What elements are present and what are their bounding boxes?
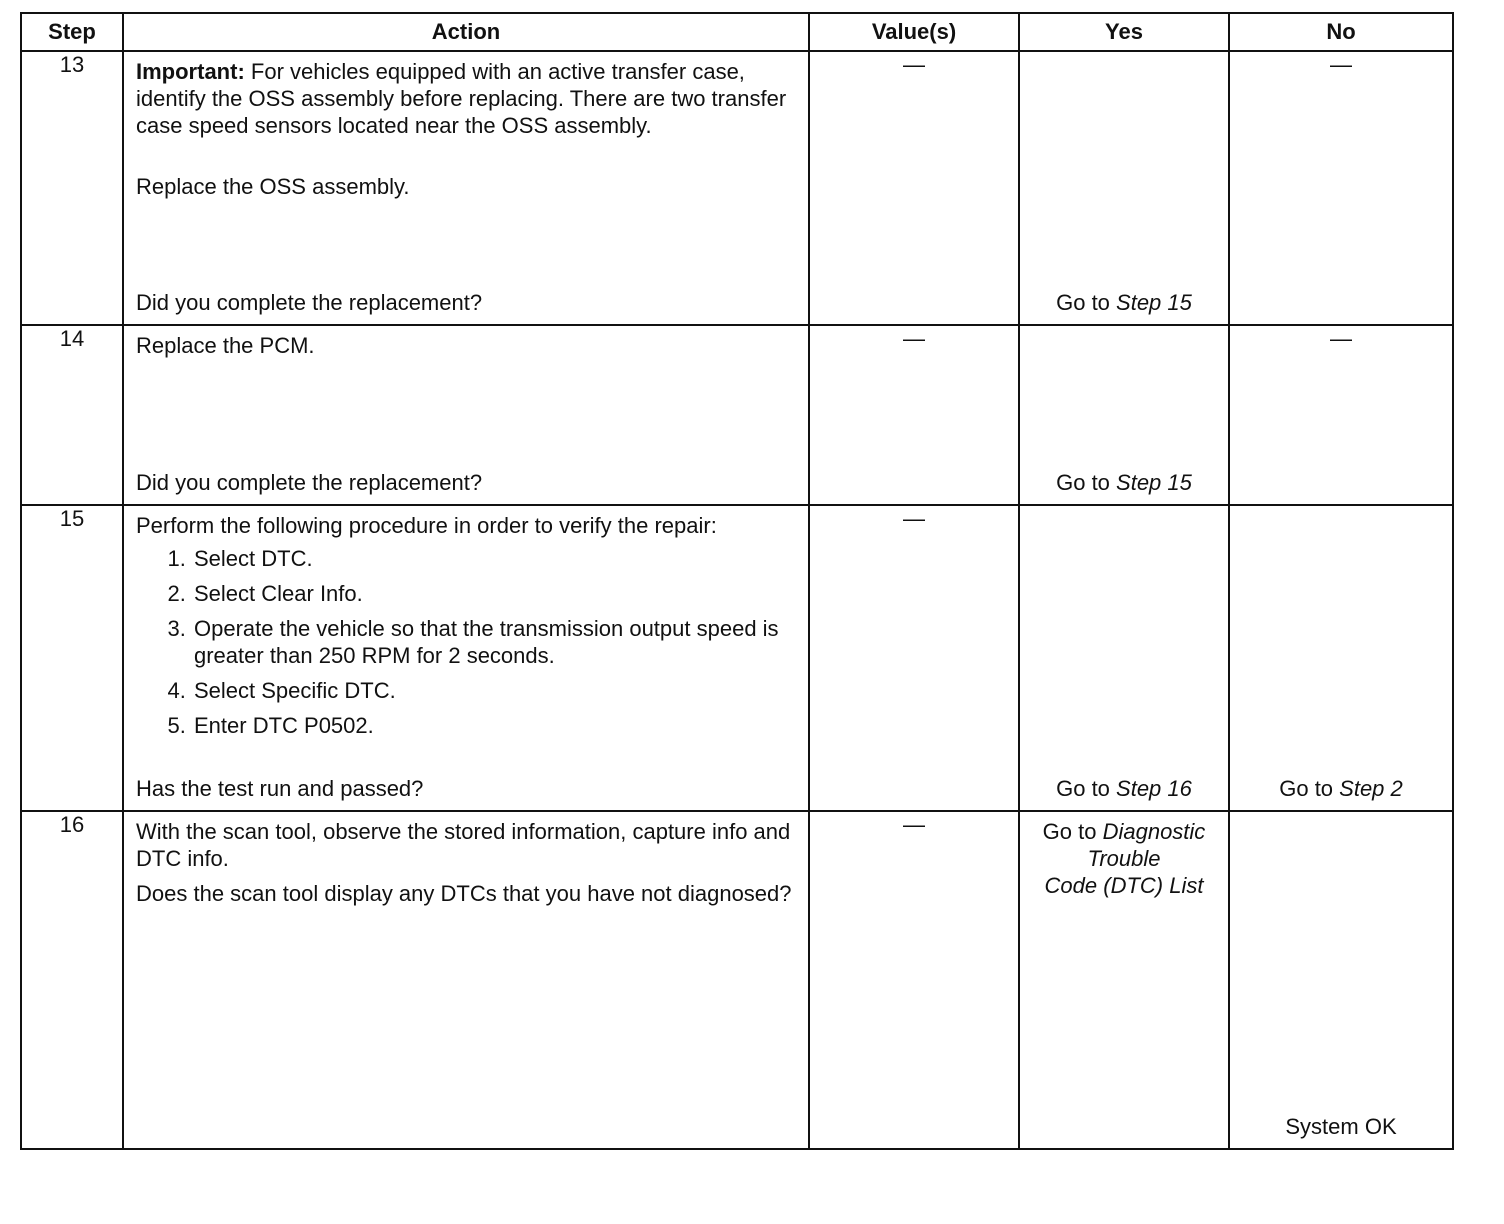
yes-cell bbox=[1019, 811, 1229, 1149]
step-number: 16 bbox=[21, 811, 123, 1149]
no-cell: — bbox=[1229, 325, 1453, 505]
step-number: 14 bbox=[21, 325, 123, 505]
important-note bbox=[136, 58, 798, 139]
list-item: 3. Operate the vehicle so that the transmission output speed is greater than 250 RPM for 2 seconds. bbox=[192, 615, 798, 669]
table-row-step-15 bbox=[21, 505, 1453, 811]
important-label: Important: bbox=[136, 59, 245, 84]
list-item: 1. Select DTC. bbox=[192, 545, 798, 572]
no-result: System OK bbox=[1285, 1114, 1397, 1139]
diagnostic-table bbox=[20, 12, 1454, 1150]
value-cell: — bbox=[809, 505, 1019, 811]
goto-prefix: Go to bbox=[1056, 290, 1117, 315]
header-step: Step bbox=[21, 13, 123, 51]
goto-link[interactable]: Step 15 bbox=[1116, 470, 1192, 495]
goto-link[interactable]: Code (DTC) List bbox=[1044, 873, 1204, 898]
table-row-step-13 bbox=[21, 51, 1453, 325]
yes-cell bbox=[1019, 51, 1229, 325]
yes-cell bbox=[1019, 505, 1229, 811]
goto-link[interactable]: Step 15 bbox=[1116, 290, 1192, 315]
action-instruction: Replace the PCM. bbox=[136, 333, 315, 358]
list-item: 5. Enter DTC P0502. bbox=[192, 712, 798, 739]
yes-goto[interactable] bbox=[1020, 289, 1228, 316]
no-cell: — bbox=[1229, 51, 1453, 325]
table-row-step-16 bbox=[21, 811, 1453, 1149]
goto-link[interactable]: Trouble bbox=[1087, 846, 1161, 871]
action-instruction: Replace the OSS assembly. bbox=[136, 174, 410, 199]
header-action: Action bbox=[123, 13, 809, 51]
goto-link[interactable]: Step 16 bbox=[1116, 776, 1192, 801]
header-yes: Yes bbox=[1019, 13, 1229, 51]
header-no: No bbox=[1229, 13, 1453, 51]
goto-link[interactable]: Diagnostic bbox=[1102, 819, 1206, 844]
action-cell bbox=[123, 505, 809, 811]
yes-goto[interactable] bbox=[1020, 812, 1228, 899]
value-cell: — bbox=[809, 325, 1019, 505]
header-values: Value(s) bbox=[809, 13, 1019, 51]
action-cell bbox=[123, 325, 809, 505]
table-row-step-14 bbox=[21, 325, 1453, 505]
action-question: Did you complete the replacement? bbox=[136, 290, 483, 315]
action-instruction: With the scan tool, observe the stored information, capture info and DTC info. bbox=[136, 819, 791, 871]
step-number: 15 bbox=[21, 505, 123, 811]
action-cell bbox=[123, 51, 809, 325]
no-cell bbox=[1229, 811, 1453, 1149]
value-cell: — bbox=[809, 51, 1019, 325]
procedure-list bbox=[136, 545, 798, 739]
goto-prefix: Go to bbox=[1279, 776, 1340, 801]
yes-goto[interactable] bbox=[1020, 469, 1228, 496]
yes-cell bbox=[1019, 325, 1229, 505]
value-cell: — bbox=[809, 811, 1019, 1149]
list-item: 4. Select Specific DTC. bbox=[192, 677, 798, 704]
goto-prefix: Go to bbox=[1056, 470, 1117, 495]
header-row bbox=[21, 13, 1453, 51]
goto-link[interactable]: Step 2 bbox=[1339, 776, 1403, 801]
goto-prefix: Go to bbox=[1056, 776, 1117, 801]
action-question: Does the scan tool display any DTCs that you have not diagnosed? bbox=[136, 881, 792, 906]
list-item: 2. Select Clear Info. bbox=[192, 580, 798, 607]
important-text: For vehicles equipped with an active transfer case, identify the OSS assembly before replacing. There are two transfer case speed sensors located near the OSS assembly. bbox=[136, 59, 787, 138]
no-cell bbox=[1229, 505, 1453, 811]
action-question: Has the test run and passed? bbox=[136, 776, 424, 801]
yes-goto[interactable] bbox=[1020, 775, 1228, 802]
no-goto[interactable] bbox=[1230, 775, 1452, 802]
action-cell bbox=[123, 811, 809, 1149]
action-question: Did you complete the replacement? bbox=[136, 470, 483, 495]
step-number: 13 bbox=[21, 51, 123, 325]
action-instruction: Perform the following procedure in order to verify the repair: bbox=[136, 513, 717, 538]
goto-prefix: Go to bbox=[1042, 819, 1103, 844]
